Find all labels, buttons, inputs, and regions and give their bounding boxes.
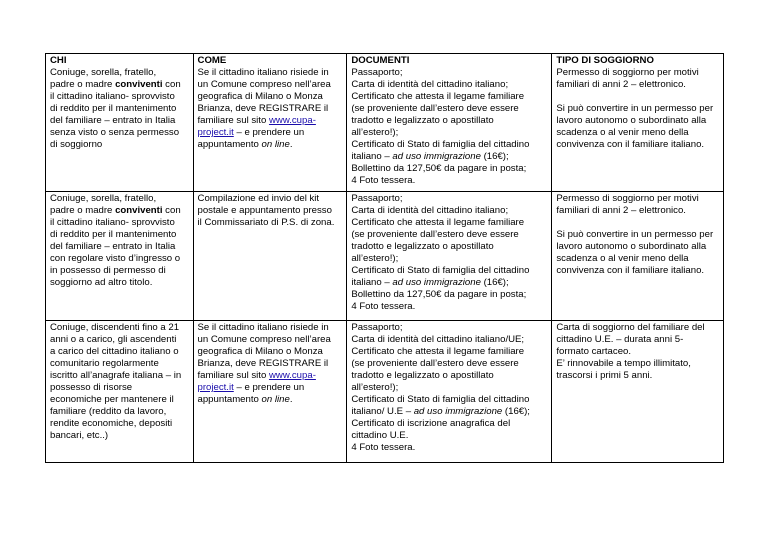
cupa-project-link[interactable]: www.cupa-: [268, 115, 316, 126]
cell-come: [193, 192, 347, 321]
text-line: Se il cittadino italiano risiede in: [197, 67, 329, 78]
text-line: italiano – ad uso immigrazione (16€);: [351, 277, 509, 288]
text-line: E’ rinnovabile a tempo illimitato,: [556, 358, 691, 369]
cell-chi: [46, 321, 194, 463]
text-line: Passaporto;: [351, 67, 403, 78]
text-line: del familiare – entrato in Italia: [50, 115, 176, 126]
text-line: Coniuge, sorella, fratello,: [50, 67, 157, 78]
text-line: Carta di soggiorno del familiare del: [556, 322, 705, 333]
text-line: soggiorno ad altro titolo.: [50, 277, 153, 288]
text-line: Permesso di soggiorno per motivi: [556, 67, 699, 78]
text-line: del familiare – entrato in Italia: [50, 241, 176, 252]
cell-documenti: [347, 54, 552, 192]
text-line: Certificato di iscrizione anagrafica del: [351, 418, 511, 429]
text-line: all’estero!);: [351, 253, 399, 264]
text-line: 4 Foto tessera.: [351, 442, 416, 453]
document-table: [45, 53, 724, 463]
text-line: Compilazione ed invio del kit: [197, 193, 320, 204]
text-line: familiari di anni 2 – elettronico.: [556, 79, 686, 90]
header-tipo: TIPO DI SOGGIORNO: [556, 55, 654, 66]
header-chi: CHI: [50, 55, 67, 66]
text-line: project.it – e prendere un: [197, 127, 305, 138]
text-line: appuntamento on line.: [197, 139, 293, 150]
text-line: Passaporto;: [351, 322, 403, 333]
text-line: familiari di anni 2 – elettronico.: [556, 205, 686, 216]
table-row: [46, 54, 724, 192]
text-line: (se proveniente dall’estero deve essere: [351, 103, 519, 114]
cell-documenti: [347, 192, 552, 321]
text-line: Se il cittadino italiano risiede in: [197, 322, 329, 333]
spacer: [556, 91, 719, 103]
cell-chi: [46, 54, 194, 192]
text-line: Certificato che attesta il legame familiare: [351, 217, 525, 228]
text-line: appuntamento on line.: [197, 394, 293, 405]
text-line: familiare (reddito da lavoro,: [50, 406, 167, 417]
cupa-project-link[interactable]: project.it: [197, 127, 234, 138]
text-line: il cittadino italiano- sprovvisto: [50, 91, 175, 102]
text-line: project.it – e prendere un: [197, 382, 305, 393]
text-line: Certificato di Stato di famiglia del cittadino: [351, 265, 530, 276]
cell-tipo: [552, 54, 724, 192]
text-line: rendite economiche, depositi: [50, 418, 173, 429]
text-line: 4 Foto tessera.: [351, 301, 416, 312]
text-line: italiano/ U.E – ad uso immigrazione (16€);: [351, 406, 530, 417]
text-line: trascorsi i primi 5 anni.: [556, 370, 653, 381]
text-line: Certificato che attesta il legame familiare: [351, 91, 525, 102]
text-line: di reddito per il mantenimento: [50, 103, 177, 114]
text-line: Passaporto;: [351, 193, 403, 204]
text-line: tradotto e legalizzato o apostillato: [351, 241, 494, 252]
text-line: Certificato di Stato di famiglia del cittadino: [351, 394, 530, 405]
text-line: bancari, etc..): [50, 430, 109, 441]
header-come: COME: [197, 55, 227, 66]
text-line: (se proveniente dall’estero deve essere: [351, 358, 519, 369]
text-line: in possesso di permesso di: [50, 265, 166, 276]
text-line: cittadino U.E.: [351, 430, 409, 441]
cell-documenti: [347, 321, 552, 463]
text-line: scadenza o al venir meno della: [556, 253, 689, 264]
table-row: [46, 321, 724, 463]
text-line: a carico del cittadino italiano o: [50, 346, 179, 357]
spacer: [556, 217, 719, 229]
text-line: Certificato di Stato di famiglia del cittadino: [351, 139, 530, 150]
text-line: il cittadino italiano- sprovvisto: [50, 217, 175, 228]
text-line: Carta di identità del cittadino italiano;: [351, 79, 509, 90]
cell-chi: [46, 192, 194, 321]
text-line: senza visto o senza permesso: [50, 127, 180, 138]
cupa-project-link[interactable]: project.it: [197, 382, 234, 393]
text-line: iscritto all’anagrafe italiana – in: [50, 370, 182, 381]
text-line: Permesso di soggiorno per motivi: [556, 193, 699, 204]
text-line: convivenza con il familiare italiano.: [556, 265, 705, 276]
text-line: Certificato che attesta il legame familiare: [351, 346, 525, 357]
text-line: Coniuge, discendenti fino a 21: [50, 322, 180, 333]
text-line: possesso di risorse: [50, 382, 133, 393]
text-line: geografica di Milano o Monza: [197, 91, 323, 102]
text-line: il Commissariato di P.S. di zona.: [197, 217, 335, 228]
text-line: comunitario regolarmente: [50, 358, 159, 369]
text-line: all’estero!);: [351, 127, 399, 138]
text-line: Brianza, deve REGISTRARE il: [197, 358, 329, 369]
text-line: Carta di identità del cittadino italiano/UE;: [351, 334, 525, 345]
text-line: italiano – ad uso immigrazione (16€);: [351, 151, 509, 162]
text-line: Carta di identità del cittadino italiano;: [351, 205, 509, 216]
text-line: tradotto e legalizzato o apostillato: [351, 115, 494, 126]
text-line: di reddito per il mantenimento: [50, 229, 177, 240]
text-line: con regolare visto d’ingresso o: [50, 253, 181, 264]
text-line: Bollettino da 127,50€ da pagare in posta;: [351, 163, 527, 174]
cell-come: [193, 54, 347, 192]
text-line: Si può convertire in un permesso per: [556, 229, 714, 240]
cell-come: [193, 321, 347, 463]
text-line: Si può convertire in un permesso per: [556, 103, 714, 114]
text-line: un Comune compreso nell’area: [197, 79, 331, 90]
text-line: lavoro autonomo o subordinato alla: [556, 241, 707, 252]
text-line: di soggiorno: [50, 139, 103, 150]
text-line: (se proveniente dall’estero deve essere: [351, 229, 519, 240]
cell-tipo: [552, 192, 724, 321]
text-line: convivenza con il familiare italiano.: [556, 139, 705, 150]
text-line: geografica di Milano o Monza: [197, 346, 323, 357]
text-line: familiare sul sito www.cupa-: [197, 115, 316, 126]
text-line: Brianza, deve REGISTRARE il: [197, 103, 329, 114]
text-line: anni o a carico, gli ascendenti: [50, 334, 177, 345]
text-line: padre o madre conviventi con: [50, 79, 181, 90]
text-line: un Comune compreso nell’area: [197, 334, 331, 345]
cell-tipo: [552, 321, 724, 463]
header-documenti: DOCUMENTI: [351, 55, 410, 66]
text-line: postale e appuntamento presso: [197, 205, 332, 216]
text-line: familiare sul sito www.cupa-: [197, 370, 316, 381]
text-line: formato cartaceo.: [556, 346, 632, 357]
text-line: Coniuge, sorella, fratello,: [50, 193, 157, 204]
text-line: tradotto e legalizzato o apostillato: [351, 370, 494, 381]
text-line: padre o madre conviventi con: [50, 205, 181, 216]
text-line: 4 Foto tessera.: [351, 175, 416, 186]
cupa-project-link[interactable]: www.cupa-: [268, 370, 316, 381]
text-line: cittadino U.E. – durata anni 5-: [556, 334, 684, 345]
text-line: lavoro autonomo o subordinato alla: [556, 115, 707, 126]
text-line: economiche per mantenere il: [50, 394, 174, 405]
text-line: scadenza o al venir meno della: [556, 127, 689, 138]
table-row: [46, 192, 724, 321]
text-line: all’estero!);: [351, 382, 399, 393]
text-line: Bollettino da 127,50€ da pagare in posta;: [351, 289, 527, 300]
